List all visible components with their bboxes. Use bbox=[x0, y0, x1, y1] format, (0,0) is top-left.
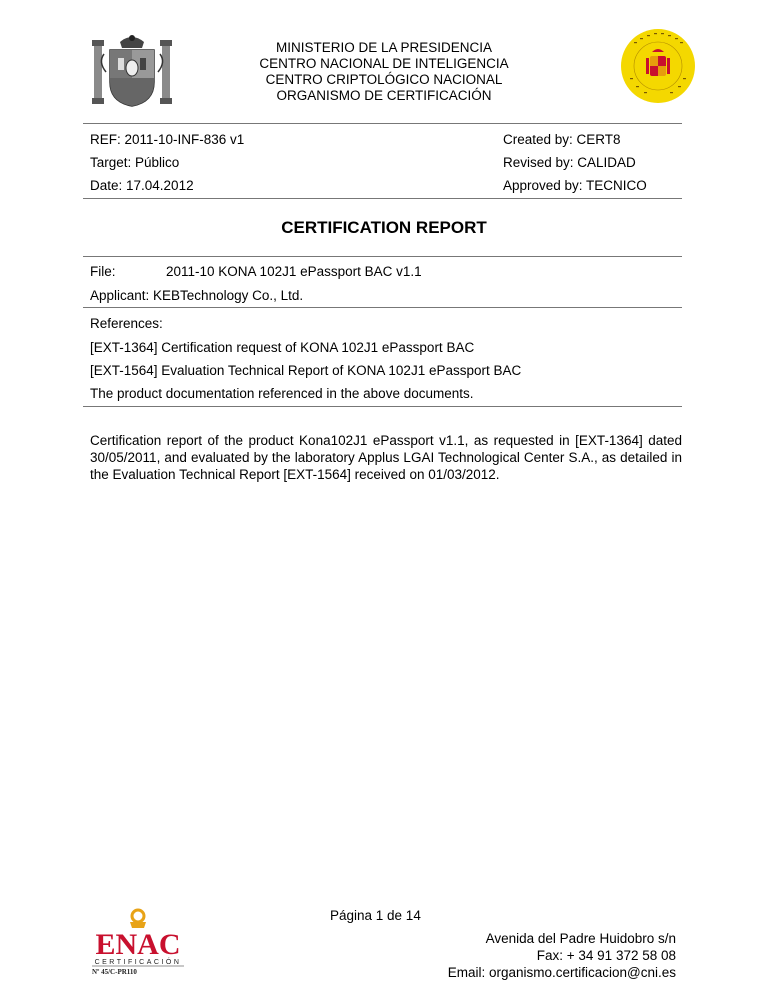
applicant: Applicant: KEBTechnology Co., Ltd. bbox=[90, 288, 304, 303]
address-line: Avenida del Padre Huidobro s/n bbox=[485, 931, 676, 946]
header-line: MINISTERIO DE LA PRESIDENCIA bbox=[275, 40, 493, 55]
certification-seal-icon bbox=[620, 28, 696, 104]
ref-number: REF: 2011-10-INF-836 v1 bbox=[90, 132, 245, 147]
file-value: 2011-10 KONA 102J1 ePassport BAC v1.1 bbox=[166, 264, 422, 279]
footer-address bbox=[448, 930, 676, 981]
header-line: CENTRO CRIPTOLÓGICO NACIONAL bbox=[265, 72, 503, 87]
header-organization bbox=[200, 40, 568, 104]
reference-item: [EXT-1364] Certification request of KONA 102J1 ePassport BAC bbox=[90, 340, 475, 355]
divider bbox=[83, 307, 682, 308]
reference-item: The product documentation referenced in the above documents. bbox=[90, 386, 474, 401]
divider bbox=[83, 198, 682, 199]
enac-logo-text: ENAC bbox=[95, 928, 181, 961]
page-title: CERTIFICATION REPORT bbox=[281, 218, 487, 237]
revised-by: Revised by: CALIDAD bbox=[503, 155, 636, 170]
divider bbox=[83, 406, 682, 407]
email-line: Email: organismo.certificacion@cni.es bbox=[447, 965, 676, 980]
page-number: Página 1 de 14 bbox=[330, 908, 421, 923]
coat-of-arms-icon bbox=[92, 32, 172, 110]
report-summary: Certification report of the product Kona102J1 ePassport v1.1, as requested in [EXT-1364] dated 30/05/2011, and evaluated by the laboratory Applus LGAI Technological Center S.A., as detailed in the Evaluation Technical Report [EXT-1564] received on 01/03/2012. bbox=[90, 433, 682, 482]
header-line: ORGANISMO DE CERTIFICACIÓN bbox=[276, 88, 492, 103]
divider bbox=[83, 123, 682, 124]
target: Target: Público bbox=[90, 155, 180, 170]
divider bbox=[83, 256, 682, 257]
header-line: CENTRO NACIONAL DE INTELIGENCIA bbox=[259, 56, 509, 71]
created-by: Created by: CERT8 bbox=[503, 132, 621, 147]
reference-item: [EXT-1564] Evaluation Technical Report of KONA 102J1 ePassport BAC bbox=[90, 363, 522, 378]
approved-by: Approved by: TECNICO bbox=[503, 178, 647, 193]
file-label: File: bbox=[90, 264, 116, 279]
date: Date: 17.04.2012 bbox=[90, 178, 194, 193]
file-row bbox=[90, 264, 422, 279]
enac-logo-icon bbox=[88, 906, 188, 976]
fax-line: Fax: + 34 91 372 58 08 bbox=[536, 948, 676, 963]
references-heading: References: bbox=[90, 316, 163, 331]
enac-sub-text: CERTIFICACIÓN bbox=[94, 959, 182, 966]
enac-number: Nº 45/C-PR110 bbox=[92, 968, 137, 976]
